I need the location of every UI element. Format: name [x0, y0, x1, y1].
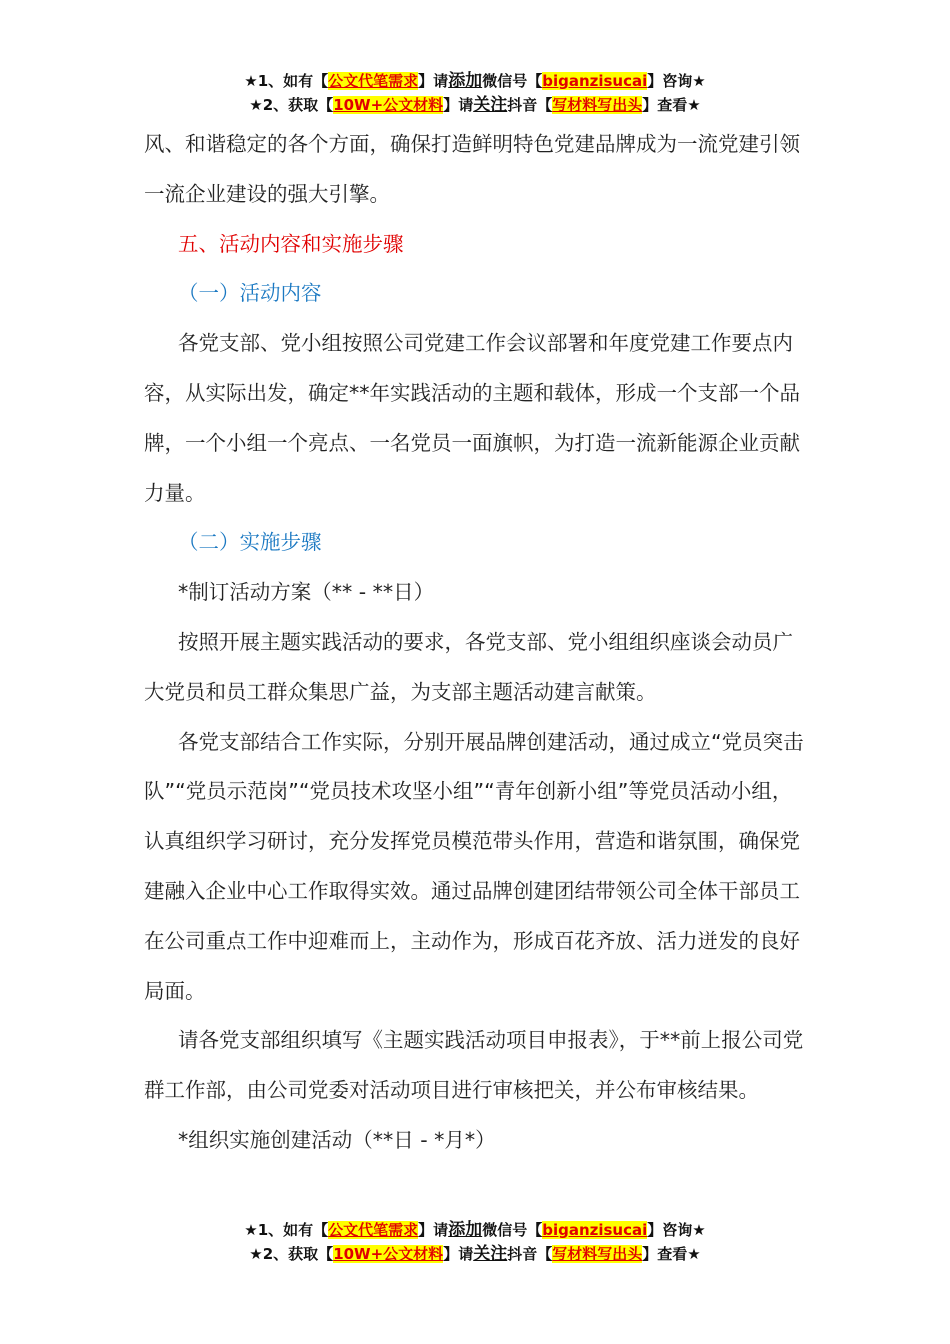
- banner-line-2: ★2、获取【10W+公文材料】请关注抖音【写材料写出头】查看★: [249, 95, 701, 115]
- paragraph: 各党支部结合工作实际，分别开展品牌创建活动，通过成立“党员突击队”“党员示范岗”“党员技术攻坚小组”“青年创新小组”等党员活动小组，认真组织学习研讨，充分发挥党员模范带头作用，营造和谐氛围，确保党建融入企业中心工作取得实效。通过品牌创建团结带领公司全体干部员工在公司重点工作中迎难而上，主动作为，形成百花齐放、活力迸发的良好局面。: [144, 729, 804, 1003]
- section-heading: 五、活动内容和实施步骤: [178, 231, 404, 256]
- paragraph: 风、和谐稳定的各个方面，确保打造鲜明特色党建品牌成为一流党建引领一流企业建设的强大引擎。: [144, 132, 800, 206]
- highlight: 公文代笔需求: [328, 72, 419, 90]
- paragraph: *组织实施创建活动（**日 - *月*）: [178, 1127, 496, 1152]
- banner-line-1: ★1、如有【公文代笔需求】请添加微信号【biganzisucai】咨询★: [244, 1220, 706, 1240]
- subsection-heading: （二）实施步骤: [178, 530, 322, 555]
- highlight: 10W+公文材料: [333, 96, 444, 114]
- paragraph: 各党支部、党小组按照公司党建工作会议部署和年度党建工作要点内容，从实际出发，确定**年实践活动的主题和载体，形成一个支部一个品牌，一个小组一个亮点、一名党员一面旗帜，为打造一流新能源企业贡献力量。: [144, 331, 800, 505]
- paragraph: 请各党支部组织填写《主题实践活动项目申报表》，于**前上报公司党群工作部，由公司党委对活动项目进行审核把关，并公布审核结果。: [144, 1028, 804, 1103]
- subsection-heading: （一）活动内容: [178, 281, 322, 306]
- wechat-id: biganzisucai: [542, 72, 648, 90]
- banner-line-2: ★2、获取【10W+公文材料】请关注抖音【写材料写出头】查看★: [249, 1244, 701, 1264]
- douyin-id: 写材料写出头: [552, 96, 643, 114]
- paragraph: 按照开展主题实践活动的要求，各党支部、党小组组织座谈会动员广大党员和员工群众集思广益，为支部主题活动建言献策。: [144, 629, 793, 704]
- document-body: [144, 120, 809, 1166]
- promo-banner-top: [0, 69, 950, 117]
- promo-banner-bottom: [0, 1218, 950, 1266]
- banner-line-1: ★1、如有【公文代笔需求】请添加微信号【biganzisucai】咨询★: [244, 71, 706, 91]
- paragraph: *制订活动方案（** - **日）: [178, 580, 435, 605]
